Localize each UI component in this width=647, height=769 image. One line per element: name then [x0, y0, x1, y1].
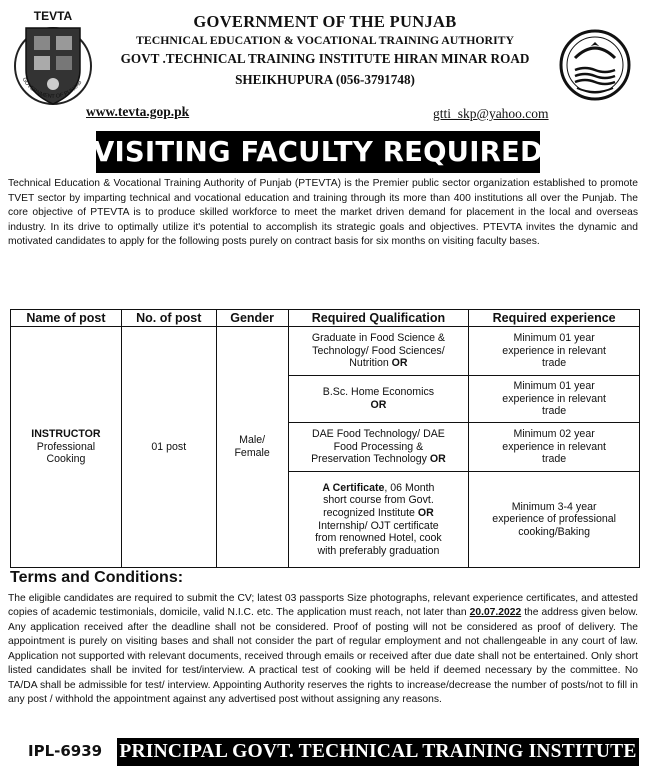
experience-cell-4 — [469, 472, 640, 568]
post-subtitle-1: Professional — [36, 440, 96, 453]
gender-line-2: Female — [234, 447, 270, 459]
experience-text: experience in relevant — [502, 392, 606, 405]
terms-paragraph — [8, 592, 638, 708]
experience-text: Minimum 02 year — [513, 428, 595, 441]
headline-banner: VISITING FACULTY REQUIRED — [96, 131, 540, 173]
qualification-cell-3 — [288, 422, 469, 471]
qualification-text: Preservation Technology — [311, 453, 430, 466]
experience-cell-2 — [469, 376, 640, 423]
terms-heading: Terms and Conditions: — [10, 569, 184, 586]
table-row — [11, 327, 640, 376]
table-header-row — [11, 310, 640, 327]
experience-text: Minimum 01 year — [513, 380, 595, 393]
col-header-name-of-post: Name of post — [11, 310, 122, 327]
gender-line-1: Male/ — [239, 434, 266, 447]
authority-name: TECHNICAL EDUCATION & VOCATIONAL TRAINING AUTHORITY — [135, 33, 515, 47]
qualification-text: , 06 Month — [384, 481, 435, 494]
experience-text: experience in relevant — [502, 440, 606, 453]
deadline-date: 20.07.2022 — [469, 607, 522, 619]
experience-text: trade — [542, 453, 567, 466]
qualification-text: with preferably graduation — [317, 544, 440, 557]
city-phone: SHEIKHUPURA (056-3791748) — [235, 72, 415, 87]
post-count-cell: 01 post — [121, 327, 216, 568]
qualification-cell-4 — [288, 472, 469, 568]
experience-cell-1 — [469, 327, 640, 376]
qualification-text: Technology/ Food Sciences/ — [312, 344, 445, 357]
experience-text: Minimum 3-4 year — [511, 500, 597, 513]
post-subtitle-2: Cooking — [46, 453, 86, 466]
or-label: OR — [391, 357, 408, 370]
post-name: INSTRUCTOR — [31, 428, 101, 441]
or-label: OR — [370, 399, 387, 411]
qualification-text: B.Sc. Home Economics — [322, 386, 435, 399]
col-header-gender: Gender — [216, 310, 288, 327]
terms-text-2: the address given below. Any application received after the deadline shall not be considered. Proof of posting will not be considered as proof of delivery. The appointment is purely on visiting bases and shall not consider the part of regular employment and not challengeable in any court of law. Application not supported with relevant documents, received through emails or received after due date shall not be entertained. Only short listed candidates shall be invited for test/interview. A practical test of cooking will be held if deemed necessary by the committee. No TA/DA shall be admissible for test/ interview. Appointing Authority reserves the rights to increase/decrease the number of posts/not to fill in any post / withhold the appointment against any advertised post without assigning any reasons. — [8, 607, 638, 706]
qualification-cell-2 — [288, 376, 469, 423]
col-header-experience: Required experience — [469, 310, 640, 327]
experience-text: trade — [542, 405, 567, 418]
website-link[interactable]: www.tevta.gop.pk — [86, 104, 190, 119]
principal-footer: PRINCIPAL GOVT. TECHNICAL TRAINING INSTITUTE — [117, 738, 639, 766]
experience-text: experience in relevant — [502, 344, 606, 357]
certificate-label: A Certificate — [322, 481, 385, 494]
qualification-text: Graduate in Food Science & — [311, 332, 445, 345]
col-header-qualification: Required Qualification — [288, 310, 469, 327]
qualification-text: Internship/ OJT certificate — [318, 519, 439, 532]
tevta-logo-ring-text: GOVERNMENT OF PUNJAB — [20, 76, 84, 100]
qualification-text: DAE Food Technology/ DAE — [311, 428, 445, 441]
col-header-no-of-post: No. of post — [121, 310, 216, 327]
tevta-logo — [12, 8, 94, 112]
qualification-text: short course from Govt. — [323, 494, 434, 507]
posts-table — [10, 309, 640, 568]
ipl-number: IPL-6939 — [28, 742, 103, 760]
institute-name: GOVT .TECHNICAL TRAINING INSTITUTE HIRAN MINAR ROAD — [120, 51, 530, 66]
experience-text: cooking/Baking — [518, 525, 591, 538]
email-link[interactable]: gtti_skp@yahoo.com — [433, 106, 549, 121]
or-label: OR — [429, 453, 446, 466]
experience-text: trade — [542, 357, 567, 370]
qualification-text: recognized Institute — [323, 506, 418, 519]
qualification-text: Food Processing & — [333, 440, 424, 453]
tevta-logo-text: TEVTA — [33, 9, 73, 23]
experience-text: experience of professional — [492, 513, 616, 526]
gender-cell — [216, 327, 288, 568]
post-name-cell — [11, 327, 122, 568]
qualification-text: Nutrition — [349, 357, 392, 370]
qualification-cell-1 — [288, 327, 469, 376]
or-label: OR — [417, 506, 434, 519]
experience-text: Minimum 01 year — [513, 332, 595, 345]
government-title: GOVERNMENT OF THE PUNJAB — [193, 12, 457, 31]
terms-text-1: The eligible candidates are required to submit the CV; latest 03 passports Size photographs, relevant experience certificates, and attested copies of academic testimonials, domicile, valid N.I.C. etc. The application must reach, not later than — [8, 593, 638, 619]
experience-cell-3 — [469, 422, 640, 471]
punjab-government-logo — [557, 20, 633, 110]
intro-paragraph: Technical Education & Vocational Training Authority of Punjab (PTEVTA) is the Premier public sector organization established to promote TVET sector by imparting technical and vocational education and training through its more than 400 institutions all over the Punjab. The core objective of PTEVTA is to produce skilled workforce to meet the market driven demand for placement in the local and overseas industry. In its drive to optimally utilize it's potential to accomplish its strategic goals and objectives. PTEVTA invites the dynamic and motivated candidates to apply for the following posts purely on contract basis for six months on visiting faculty bases. — [8, 178, 638, 248]
qualification-text: from renowned Hotel, cook — [315, 532, 442, 545]
